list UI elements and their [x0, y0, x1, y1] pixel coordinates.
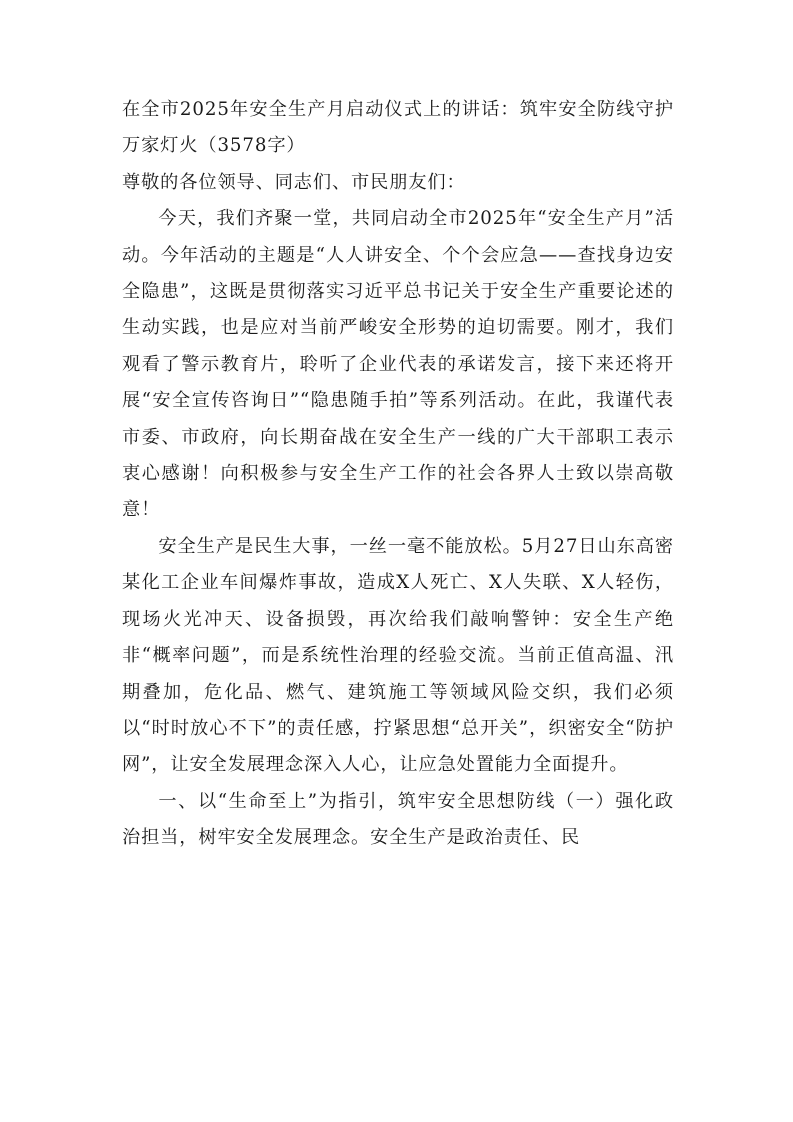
document-body — [122, 92, 674, 857]
salutation: 尊敬的各位领导、同志们、市民朋友们： — [122, 171, 466, 193]
paragraph-opening: 今天，我们齐聚一堂，共同启动全市2025年“安全生产月”活动。今年活动的主题是“人人讲安全、个个会应急——查找身边安全隐患”，这既是贯彻落实习近平总书记关于安全生产重要论述的生动实践，也是应对当前严峻安全形势的迫切需要。刚才，我们观看了警示教育片，聆听了企业代表的承诺发言，接下来还将开展“安全宣传咨询日”“隐患随手拍”等系列活动。在此，我谨代表市委、市政府，向长期奋战在安全生产一线的广大干部职工表示衷心感谢！向积极参与安全生产工作的社会各界人士致以崇高敬意！ — [122, 208, 674, 521]
document-title: 在全市2025年安全生产月启动仪式上的讲话：筑牢安全防线守护万家灯火（3578字） — [122, 99, 674, 157]
paragraph-section-one: 一、以“生命至上”为指引，筑牢安全思想防线（一）强化政治担当，树牢安全发展理念。安全生产是政治责任、民 — [122, 790, 674, 849]
paragraph-safety-importance: 安全生产是民生大事，一丝一毫不能放松。5月27日山东高密某化工企业车间爆炸事故，造成X人死亡、X人失联、X人轻伤，现场火光冲天、设备损毁，再次给我们敲响警钟：安全生产绝非“概率问题”，而是系统性治理的经验交流。当前正值高温、汛期叠加，危化品、燃气、建筑施工等领域风险交织，我们必须以“时时放心不下”的责任感，拧紧思想“总开关”，织密安全“防护网”，让安全发展理念深入人心，让应急处置能力全面提升。 — [122, 535, 674, 776]
